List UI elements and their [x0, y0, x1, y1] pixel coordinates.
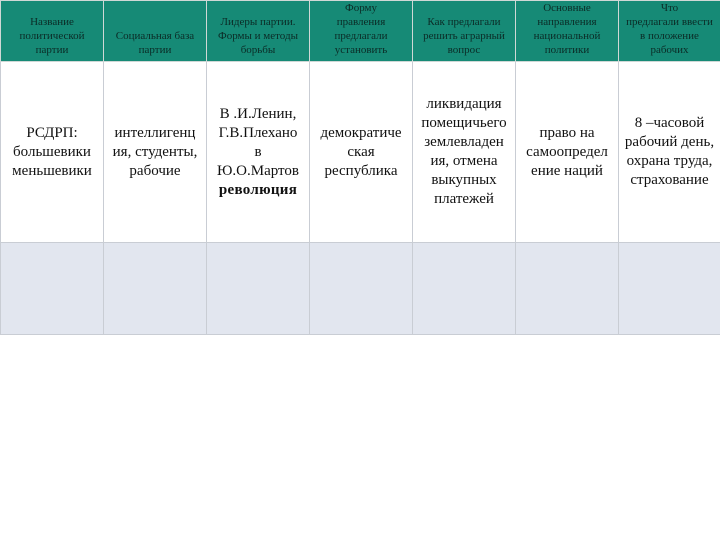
cell-leaders — [207, 62, 310, 243]
empty-cell — [104, 243, 207, 335]
table-row-empty — [1, 243, 720, 335]
empty-cell — [413, 243, 516, 335]
header-text: Как предлагали — [427, 16, 501, 28]
header-text: вопрос — [447, 44, 481, 56]
header-leaders — [207, 1, 310, 62]
cell-workers-position — [619, 62, 720, 243]
cell-party-name — [1, 62, 104, 243]
header-agrarian-question — [413, 1, 516, 62]
cell-text: РСДРП: — [26, 124, 78, 141]
header-text: Основные — [543, 2, 591, 14]
header-text: установить — [334, 44, 388, 56]
cell-text: меньшевики — [12, 162, 92, 179]
cell-text: помещичьего — [421, 115, 507, 131]
cell-social-base — [104, 62, 207, 243]
header-text: в положение — [640, 30, 699, 42]
cell-text: большевики — [13, 143, 91, 160]
cell-text: интеллигенц — [114, 124, 196, 141]
cell-text: Г.В.Плехано — [218, 124, 298, 141]
cell-text: Ю.О.Мартов — [217, 162, 299, 179]
cell-text: ия, студенты, — [112, 143, 198, 160]
cell-agrarian-question — [413, 62, 516, 243]
header-text: политики — [544, 44, 590, 56]
header-national-policy — [516, 1, 619, 62]
header-text: рабочих — [650, 44, 689, 56]
header-government-form — [310, 1, 413, 62]
header-text: предлагали — [334, 30, 388, 42]
header-row — [1, 1, 720, 62]
header-text: Форму — [345, 2, 377, 14]
cell-text: землевладен — [424, 134, 504, 150]
header-social-base — [104, 1, 207, 62]
empty-cell — [516, 243, 619, 335]
cell-text: ликвидация — [426, 96, 502, 112]
cell-text: В .И.Ленин, — [219, 105, 297, 122]
cell-text: платежей — [434, 191, 494, 207]
cell-text: в — [254, 143, 262, 160]
header-text: правления — [336, 16, 386, 28]
cell-text: демократиче — [320, 124, 402, 141]
empty-cell — [207, 243, 310, 335]
cell-text: рабочий день, — [624, 134, 715, 150]
header-text: Что — [660, 2, 679, 14]
cell-text: ение наций — [531, 162, 603, 179]
cell-text: выкупных — [431, 172, 497, 188]
cell-text: право на — [539, 124, 595, 141]
cell-text: охрана труда, — [626, 153, 713, 169]
cell-text: страхование — [630, 172, 709, 188]
cell-text: рабочие — [129, 162, 181, 179]
cell-text: самоопредел — [526, 143, 608, 160]
header-text: партии — [35, 44, 69, 56]
cell-text: ия, отмена — [430, 153, 498, 169]
header-text: Социальная база — [115, 30, 195, 42]
header-text: Название — [30, 16, 74, 28]
empty-cell — [619, 243, 720, 335]
cell-text: ская — [347, 143, 375, 160]
cell-text: республика — [324, 162, 398, 179]
header-text: Лидеры партии. — [220, 16, 296, 28]
header-party-name — [1, 1, 104, 62]
header-text: партии — [138, 44, 172, 56]
cell-national-policy — [516, 62, 619, 243]
header-text: решить аграрный — [423, 30, 505, 42]
cell-text: 8 –часовой — [634, 115, 705, 131]
header-text: национальной — [533, 30, 601, 42]
cell-method-text: революция — [218, 181, 298, 198]
empty-cell — [310, 243, 413, 335]
header-text: направления — [537, 16, 597, 28]
header-text: предлагали ввести — [626, 16, 713, 28]
header-text: борьбы — [240, 44, 276, 56]
table-row — [1, 62, 720, 243]
header-workers-position — [619, 1, 720, 62]
header-text: Формы и методы — [218, 30, 298, 42]
cell-government-form — [310, 62, 413, 243]
header-text: политической — [19, 30, 85, 42]
empty-cell — [1, 243, 104, 335]
